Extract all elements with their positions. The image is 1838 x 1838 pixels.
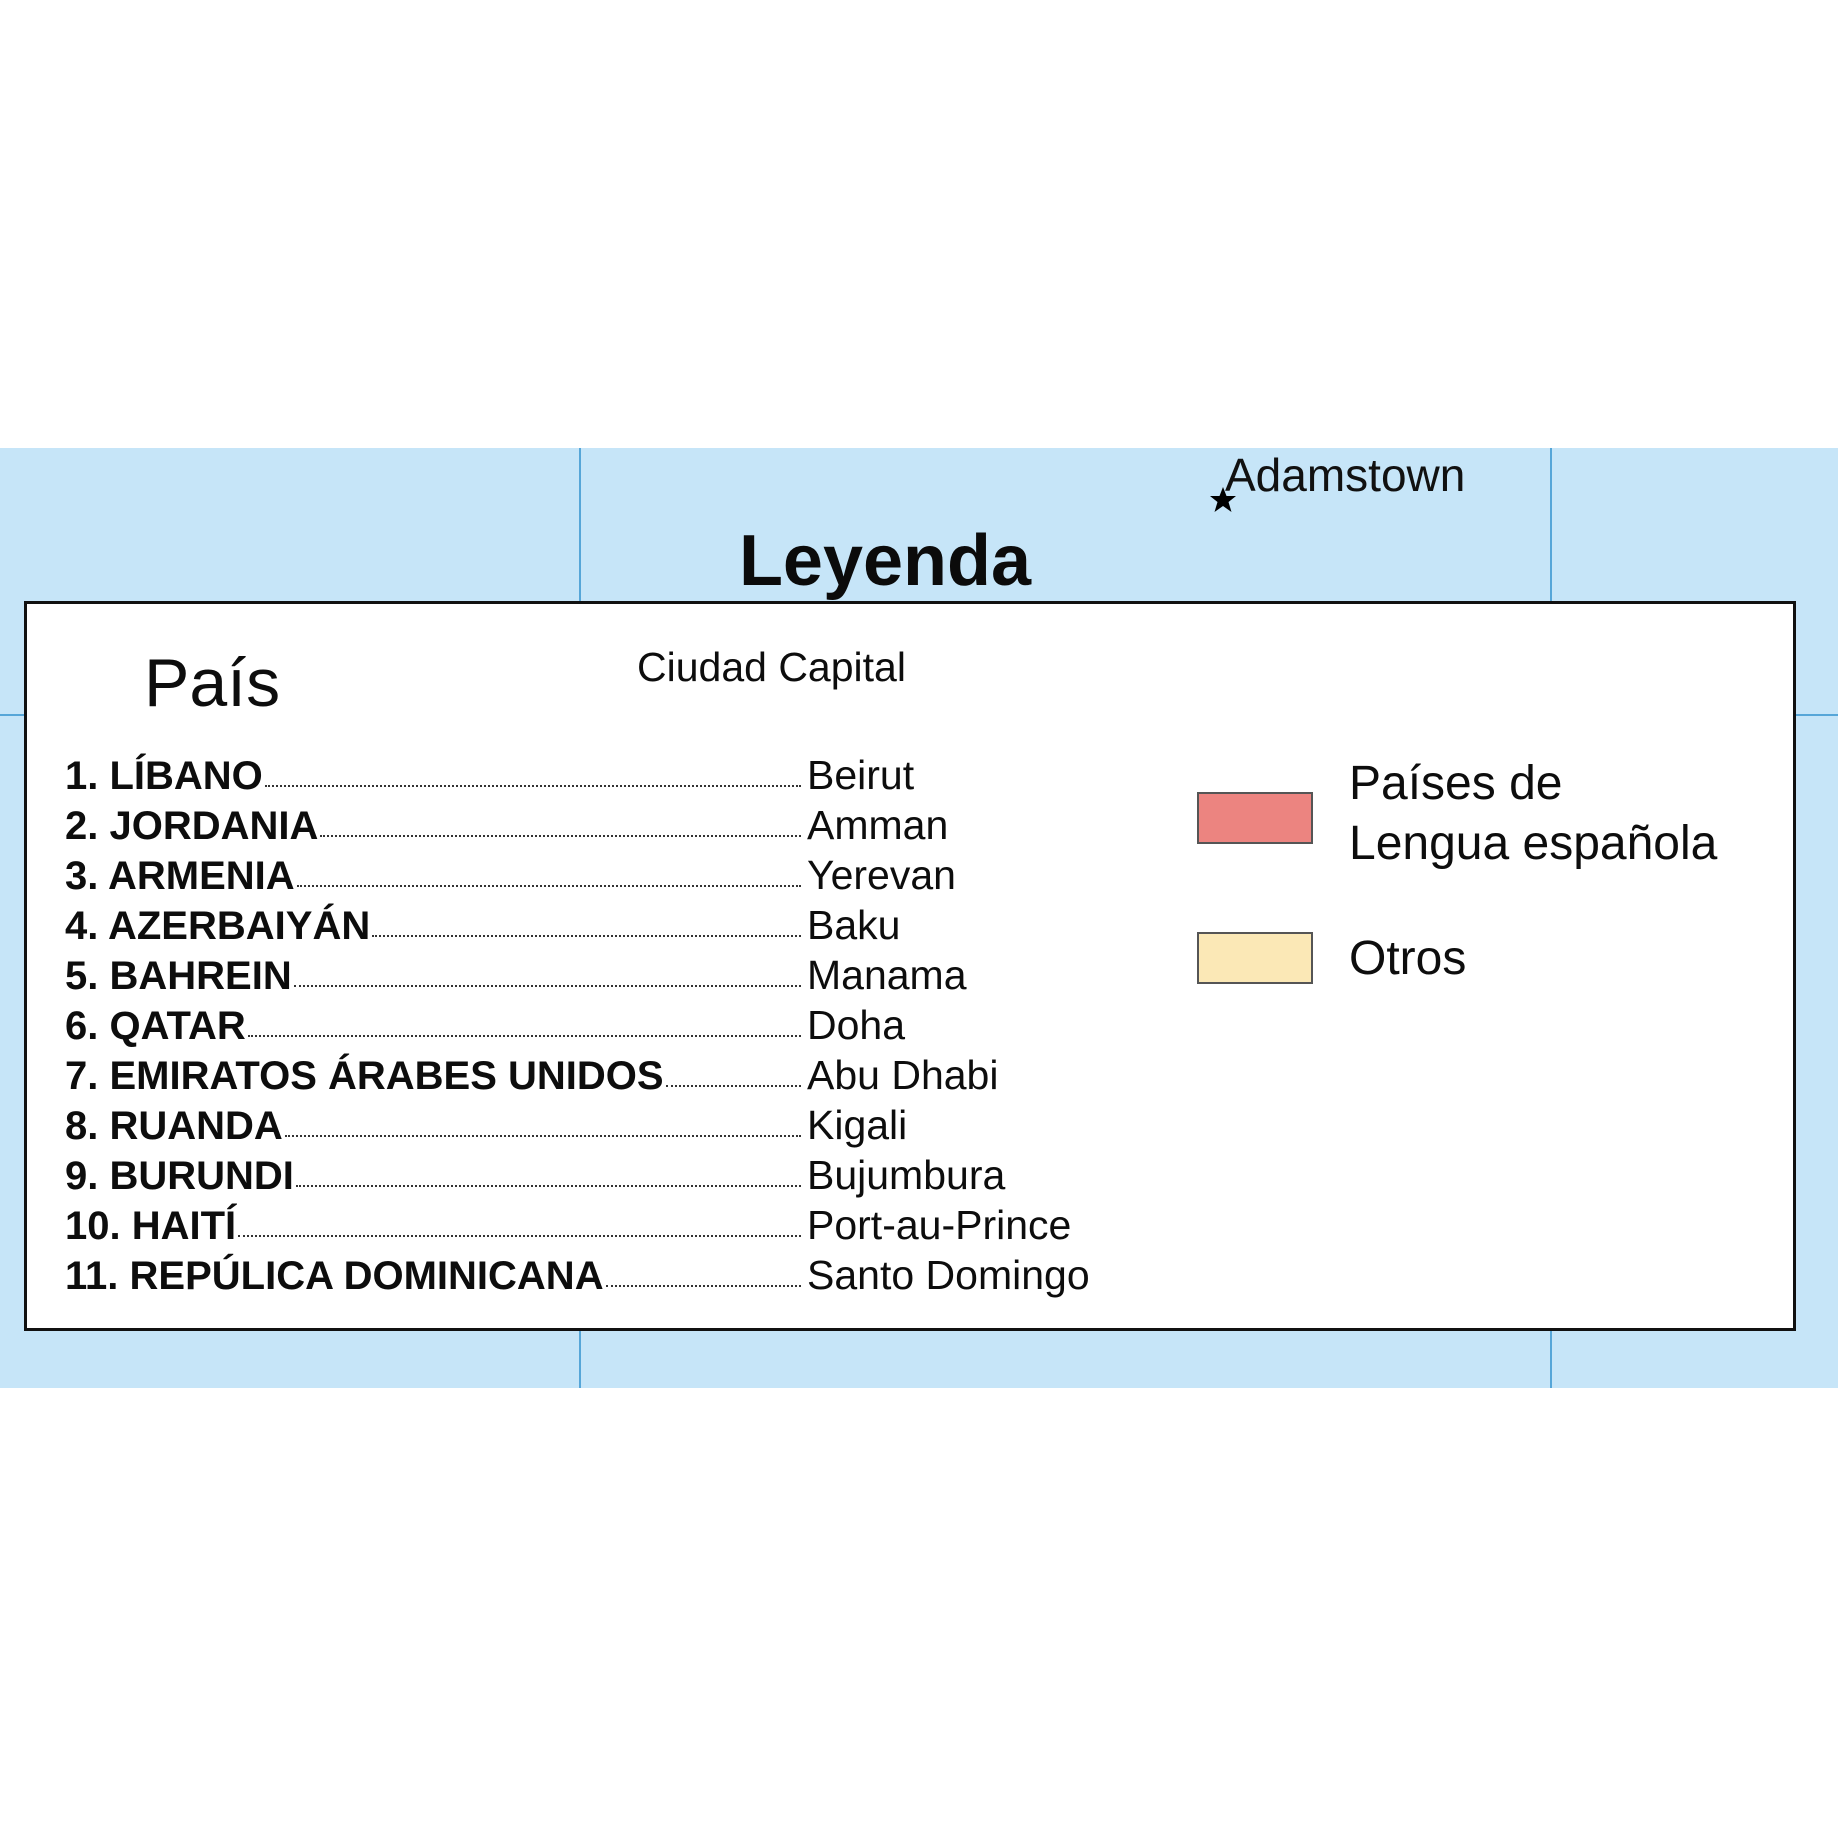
dotted-leader bbox=[238, 1234, 801, 1237]
list-item bbox=[65, 802, 1125, 852]
dotted-leader bbox=[372, 934, 801, 937]
capital-column-header: Ciudad Capital bbox=[637, 644, 906, 690]
capital-name: Yerevan bbox=[807, 852, 956, 898]
list-item bbox=[65, 1202, 1125, 1252]
dotted-leader bbox=[666, 1084, 801, 1087]
capital-name: Santo Domingo bbox=[807, 1252, 1090, 1298]
dotted-leader bbox=[294, 984, 801, 987]
dotted-leader bbox=[265, 784, 801, 787]
country-name: 9. BURUNDI bbox=[65, 1154, 294, 1198]
list-item bbox=[65, 952, 1125, 1002]
capital-name: Bujumbura bbox=[807, 1152, 1006, 1198]
country-name: 4. AZERBAIYÁN bbox=[65, 904, 371, 948]
list-item bbox=[65, 902, 1125, 952]
key-label bbox=[1349, 929, 1466, 989]
key-label-line: Lengua española bbox=[1349, 817, 1718, 870]
list-item bbox=[65, 1252, 1125, 1302]
list-item bbox=[65, 1002, 1125, 1052]
country-name: 6. QATAR bbox=[65, 1004, 246, 1048]
country-capital-list bbox=[65, 752, 1125, 1302]
key-label-line: Países de bbox=[1349, 757, 1563, 810]
list-item bbox=[65, 1052, 1125, 1102]
capital-name: Amman bbox=[807, 802, 949, 848]
dotted-leader bbox=[296, 1184, 801, 1187]
country-name: 1. LÍBANO bbox=[65, 754, 263, 798]
capital-name: Kigali bbox=[807, 1102, 908, 1148]
country-name: 8. RUANDA bbox=[65, 1104, 283, 1148]
legend-title: Leyenda bbox=[738, 521, 1032, 601]
list-item bbox=[65, 852, 1125, 902]
parallel-line bbox=[1795, 714, 1838, 716]
capital-name: Manama bbox=[807, 952, 967, 998]
capital-name: Port-au-Prince bbox=[807, 1202, 1072, 1248]
country-name: 5. BAHREIN bbox=[65, 954, 292, 998]
dotted-leader bbox=[285, 1134, 801, 1137]
dotted-leader bbox=[297, 884, 801, 887]
country-name: 7. EMIRATOS ÁRABES UNIDOS bbox=[65, 1054, 664, 1098]
key-label bbox=[1349, 754, 1717, 874]
list-item bbox=[65, 1102, 1125, 1152]
capital-name: Abu Dhabi bbox=[807, 1052, 999, 1098]
dotted-leader bbox=[606, 1284, 801, 1287]
dotted-leader bbox=[248, 1034, 801, 1037]
capital-name: Beirut bbox=[807, 752, 915, 798]
country-name: 10. HAITÍ bbox=[65, 1204, 237, 1248]
dotted-leader bbox=[320, 834, 801, 837]
color-swatch bbox=[1197, 792, 1313, 844]
country-name: 11. REPÚLICA DOMINICANA bbox=[65, 1254, 604, 1298]
capital-name: Baku bbox=[807, 902, 901, 948]
capital-name: Doha bbox=[807, 1002, 906, 1048]
list-item bbox=[65, 1152, 1125, 1202]
legend-box bbox=[24, 601, 1796, 1331]
country-column-header: País bbox=[144, 645, 281, 721]
list-item bbox=[65, 752, 1125, 802]
capital-label-adamstown: Adamstown bbox=[1225, 449, 1466, 501]
country-name: 2. JORDANIA bbox=[65, 804, 319, 848]
key-label-line: Otros bbox=[1349, 932, 1467, 985]
country-name: 3. ARMENIA bbox=[65, 854, 295, 898]
color-swatch bbox=[1197, 932, 1313, 984]
